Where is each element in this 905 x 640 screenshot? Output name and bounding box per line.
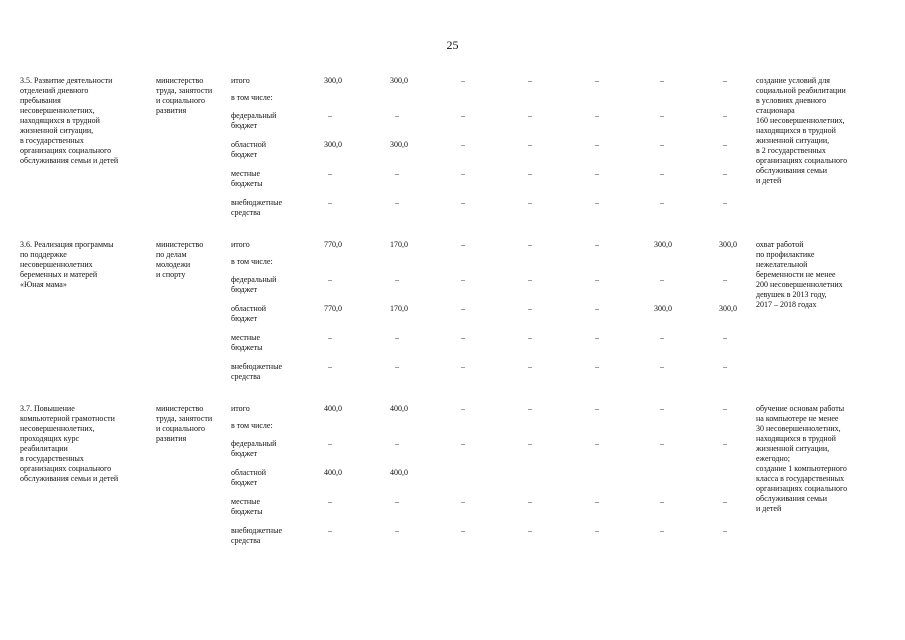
funding-value: –: [528, 304, 532, 313]
funding-value: –: [328, 275, 332, 284]
funding-value: 400,0: [390, 468, 408, 477]
funding-value: –: [395, 333, 399, 342]
funding-value: –: [595, 275, 599, 284]
funding-row-label: итого: [231, 76, 250, 85]
funding-value: –: [528, 362, 532, 371]
funding-value: –: [723, 333, 727, 342]
funding-value: –: [395, 526, 399, 535]
funding-value: –: [660, 526, 664, 535]
funding-row-label: местные бюджеты: [231, 169, 263, 188]
funding-value: –: [461, 198, 465, 207]
funding-value: –: [660, 76, 664, 85]
funding-value: –: [395, 169, 399, 178]
funding-value: 300,0: [390, 140, 408, 149]
funding-value: 170,0: [390, 240, 408, 249]
funding-value: –: [595, 111, 599, 120]
funding-value: –: [595, 76, 599, 85]
funding-value: –: [595, 240, 599, 249]
funding-value: –: [723, 140, 727, 149]
funding-value: –: [528, 275, 532, 284]
funding-row-label: местные бюджеты: [231, 497, 263, 516]
funding-value: –: [595, 526, 599, 535]
funding-value: 300,0: [719, 304, 737, 313]
funding-value: –: [528, 198, 532, 207]
funding-value: –: [395, 198, 399, 207]
funding-value: –: [595, 140, 599, 149]
funding-value: –: [723, 404, 727, 413]
funding-value: 400,0: [390, 404, 408, 413]
funding-value: –: [328, 439, 332, 448]
funding-value: –: [723, 111, 727, 120]
funding-value: –: [528, 140, 532, 149]
section-title: 3.5. Развитие деятельности отделений дневного пребывания несовершеннолетних, находящихся в трудной жизненной ситуации, в государственных организациях социального обслуживания семьи и детей: [20, 76, 119, 165]
funding-value: –: [328, 497, 332, 506]
funding-value: –: [328, 362, 332, 371]
funding-value: –: [461, 362, 465, 371]
funding-row-label: внебюджетные средства: [231, 198, 282, 217]
funding-value: –: [660, 275, 664, 284]
funding-value: –: [660, 404, 664, 413]
funding-value: 300,0: [390, 76, 408, 85]
funding-value: –: [461, 439, 465, 448]
funding-row-label: областной бюджет: [231, 304, 267, 323]
funding-value: –: [395, 362, 399, 371]
section-executor: министерство по делам молодежи и спорту: [156, 240, 204, 279]
funding-value: –: [660, 198, 664, 207]
funding-value: –: [461, 333, 465, 342]
funding-value: –: [328, 169, 332, 178]
section-result: обучение основам работы на компьютере не менее 30 несовершеннолетних, находящихся в трудной жизненной ситуации, ежегодно; создание 1 компьютерного класса в государственных организациях социального обслуживания семьи и детей: [756, 404, 848, 513]
section-result: охват работой по профилактике нежелательной беременности не менее 200 несовершеннолетних девушек в 2013 году, 2017 – 2018 годах: [756, 240, 843, 309]
funding-value: –: [723, 76, 727, 85]
funding-value: –: [528, 76, 532, 85]
funding-value: 300,0: [324, 140, 342, 149]
funding-value: –: [723, 497, 727, 506]
funding-value: –: [528, 169, 532, 178]
funding-row-label: итого: [231, 240, 250, 249]
funding-value: –: [595, 497, 599, 506]
funding-value: –: [461, 404, 465, 413]
funding-value: –: [723, 275, 727, 284]
funding-value: –: [528, 240, 532, 249]
section-result: создание условий для социальной реабилитации в условиях дневного стационара 160 несовершеннолетних, находящихся в трудной жизненной ситуации, в 2 государственных организациях социального обслуживания семьи и детей: [756, 76, 848, 185]
funding-value: 300,0: [719, 240, 737, 249]
funding-row-label: федеральный бюджет: [231, 275, 277, 294]
funding-value: 770,0: [324, 240, 342, 249]
funding-row-label: федеральный бюджет: [231, 439, 277, 458]
funding-value: –: [328, 198, 332, 207]
funding-value: –: [461, 275, 465, 284]
funding-value: –: [660, 497, 664, 506]
funding-value: –: [395, 275, 399, 284]
funding-value: –: [595, 362, 599, 371]
funding-value: –: [461, 76, 465, 85]
funding-value: –: [660, 111, 664, 120]
section-title: 3.7. Повышение компьютерной грамотности несовершеннолетних, проходящих курс реабилитации в государственных организациях социального обслуживания семьи и детей: [20, 404, 119, 483]
funding-value: –: [723, 526, 727, 535]
funding-value: –: [595, 169, 599, 178]
funding-value: –: [395, 439, 399, 448]
funding-value: –: [528, 404, 532, 413]
funding-value: –: [328, 111, 332, 120]
funding-value: –: [595, 439, 599, 448]
funding-value: –: [723, 169, 727, 178]
funding-row-label: в том числе:: [231, 257, 273, 266]
funding-value: –: [528, 497, 532, 506]
funding-value: –: [595, 404, 599, 413]
funding-value: –: [528, 439, 532, 448]
funding-value: 300,0: [654, 240, 672, 249]
funding-value: –: [395, 497, 399, 506]
funding-row-label: внебюджетные средства: [231, 362, 282, 381]
funding-value: –: [723, 362, 727, 371]
page-number: 25: [446, 38, 459, 52]
funding-value: –: [595, 304, 599, 313]
funding-row-label: внебюджетные средства: [231, 526, 282, 545]
funding-value: 300,0: [654, 304, 672, 313]
funding-value: 300,0: [324, 76, 342, 85]
funding-value: –: [461, 169, 465, 178]
funding-value: –: [660, 362, 664, 371]
section-executor: министерство труда, занятости и социального развития: [156, 404, 213, 443]
funding-value: –: [328, 526, 332, 535]
funding-row-label: местные бюджеты: [231, 333, 263, 352]
funding-value: –: [660, 169, 664, 178]
funding-row-label: областной бюджет: [231, 140, 267, 159]
funding-value: –: [595, 198, 599, 207]
funding-row-label: областной бюджет: [231, 468, 267, 487]
funding-value: –: [723, 439, 727, 448]
funding-value: –: [660, 439, 664, 448]
funding-value: –: [660, 140, 664, 149]
funding-value: –: [660, 333, 664, 342]
funding-value: –: [461, 240, 465, 249]
funding-value: –: [461, 526, 465, 535]
funding-value: –: [595, 333, 599, 342]
funding-value: –: [395, 111, 399, 120]
funding-value: –: [528, 111, 532, 120]
funding-value: –: [461, 111, 465, 120]
funding-value: –: [328, 333, 332, 342]
funding-row-label: в том числе:: [231, 421, 273, 430]
funding-value: 400,0: [324, 468, 342, 477]
funding-value: –: [461, 497, 465, 506]
funding-row-label: федеральный бюджет: [231, 111, 277, 130]
section-executor: министерство труда, занятости и социального развития: [156, 76, 213, 115]
funding-value: –: [528, 526, 532, 535]
funding-value: 770,0: [324, 304, 342, 313]
funding-value: –: [461, 140, 465, 149]
funding-row-label: итого: [231, 404, 250, 413]
funding-row-label: в том числе:: [231, 93, 273, 102]
funding-value: 170,0: [390, 304, 408, 313]
funding-value: –: [723, 198, 727, 207]
funding-value: 400,0: [324, 404, 342, 413]
funding-value: –: [528, 333, 532, 342]
section-title: 3.6. Реализация программы по поддержке несовершеннолетних беременных и матерей «Юная мама»: [20, 240, 114, 289]
funding-value: –: [461, 304, 465, 313]
